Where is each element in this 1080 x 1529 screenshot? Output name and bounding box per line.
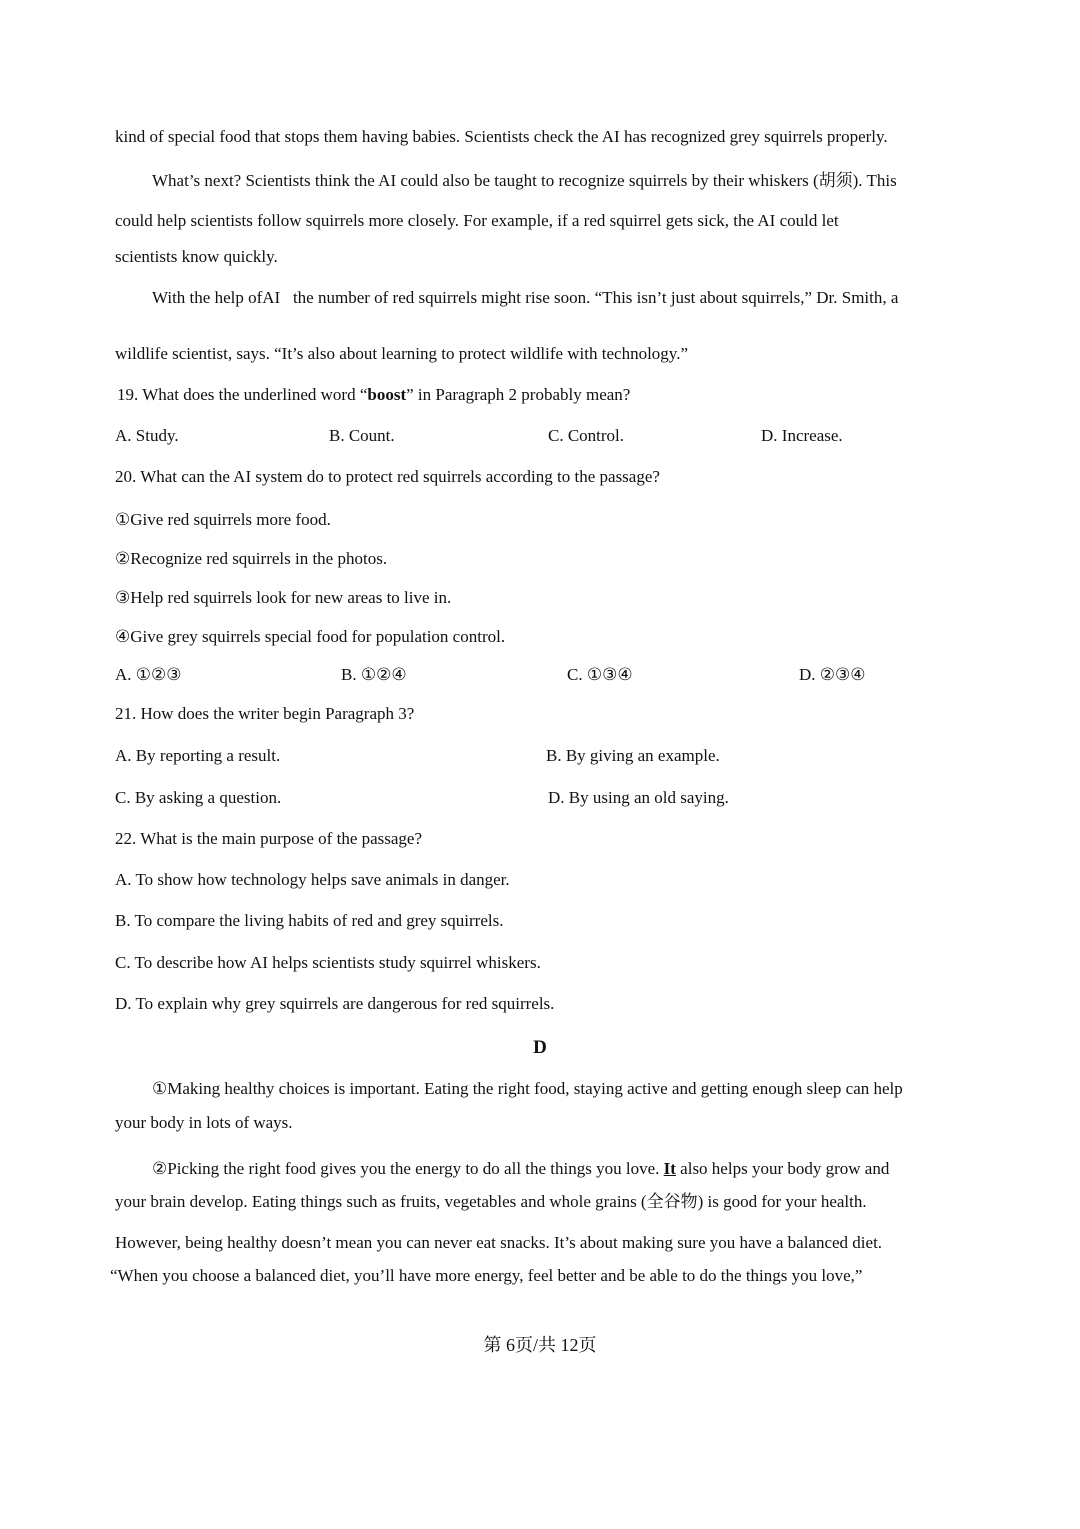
question-22-stem: 22. What is the main purpose of the passage?: [115, 829, 423, 848]
question-19-stem: [117, 384, 630, 406]
q22-option-a: A. To show how technology helps save animals in danger.: [115, 870, 510, 889]
q20-statement-3: ③Help red squirrels look for new areas to live in.: [115, 588, 452, 607]
q19-keyword: boost: [367, 385, 407, 404]
q20-option-a: A. ①②③: [115, 665, 182, 684]
passage-line: wildlife scientist, says. “It’s also about learning to protect wildlife with technology.”: [115, 344, 688, 363]
q21-option-a: A. By reporting a result.: [115, 746, 281, 765]
q20-option-b: B. ①②④: [341, 665, 407, 684]
page-number: 第 6页/共 12页: [483, 1335, 597, 1355]
passage-text: ②Picking the right food gives you the energy to do all the things you love.: [152, 1159, 664, 1178]
passage-line: scientists know quickly.: [115, 247, 278, 266]
passage-line: your body in lots of ways.: [115, 1113, 293, 1132]
q21-option-b: B. By giving an example.: [546, 746, 720, 765]
q20-option-d: D. ②③④: [799, 665, 866, 684]
q19-stem-text: 19. What does the underlined word “: [117, 385, 368, 404]
q20-statement-1: ①Give red squirrels more food.: [115, 510, 331, 529]
passage-text: also helps your body grow and: [675, 1159, 890, 1178]
question-21-stem: 21. How does the writer begin Paragraph 3?: [115, 704, 415, 723]
q20-statement-4: ④Give grey squirrels special food for population control.: [115, 627, 506, 646]
q21-option-c: C. By asking a question.: [115, 788, 282, 807]
passage-line: However, being healthy doesn’t mean you can never eat snacks. It’s about making sure you have a balanced diet.: [115, 1233, 883, 1252]
passage-line: With the help ofAI the number of red squirrels might rise soon. “This isn’t just about squirrels,” Dr. Smith, a: [152, 288, 899, 307]
q19-option-d: D. Increase.: [761, 426, 843, 445]
question-20-stem: 20. What can the AI system do to protect red squirrels according to the passage?: [115, 467, 660, 486]
passage-line: your brain develop. Eating things such as fruits, vegetables and whole grains (全谷物) is good for your health.: [115, 1192, 867, 1211]
q20-statement-2: ②Recognize red squirrels in the photos.: [115, 549, 388, 568]
q22-option-d: D. To explain why grey squirrels are dangerous for red squirrels.: [115, 994, 555, 1013]
q19-stem-text: ” in Paragraph 2 probably mean?: [406, 385, 631, 404]
q19-option-c: C. Control.: [548, 426, 625, 445]
passage-line: What’s next? Scientists think the AI could also be taught to recognize squirrels by their whiskers (胡须). This: [152, 171, 897, 190]
section-heading: D: [533, 1037, 547, 1058]
passage-line: could help scientists follow squirrels more closely. For example, if a red squirrel gets sick, the AI could let: [115, 211, 839, 230]
q20-option-c: C. ①③④: [567, 665, 633, 684]
passage-line: “When you choose a balanced diet, you’ll have more energy, feel better and be able to do the things you love,”: [110, 1266, 863, 1285]
q19-option-b: B. Count.: [329, 426, 395, 445]
q22-option-c: C. To describe how AI helps scientists study squirrel whiskers.: [115, 953, 541, 972]
passage-line: ①Making healthy choices is important. Eating the right food, staying active and getting enough sleep can help: [152, 1079, 903, 1098]
underlined-word: It: [663, 1159, 676, 1178]
q19-option-a: A. Study.: [115, 426, 179, 445]
passage-line: [152, 1158, 889, 1180]
passage-line: kind of special food that stops them having babies. Scientists check the AI has recognized grey squirrels properly.: [115, 127, 888, 146]
q21-option-d: D. By using an old saying.: [548, 788, 729, 807]
q22-option-b: B. To compare the living habits of red and grey squirrels.: [115, 911, 504, 930]
